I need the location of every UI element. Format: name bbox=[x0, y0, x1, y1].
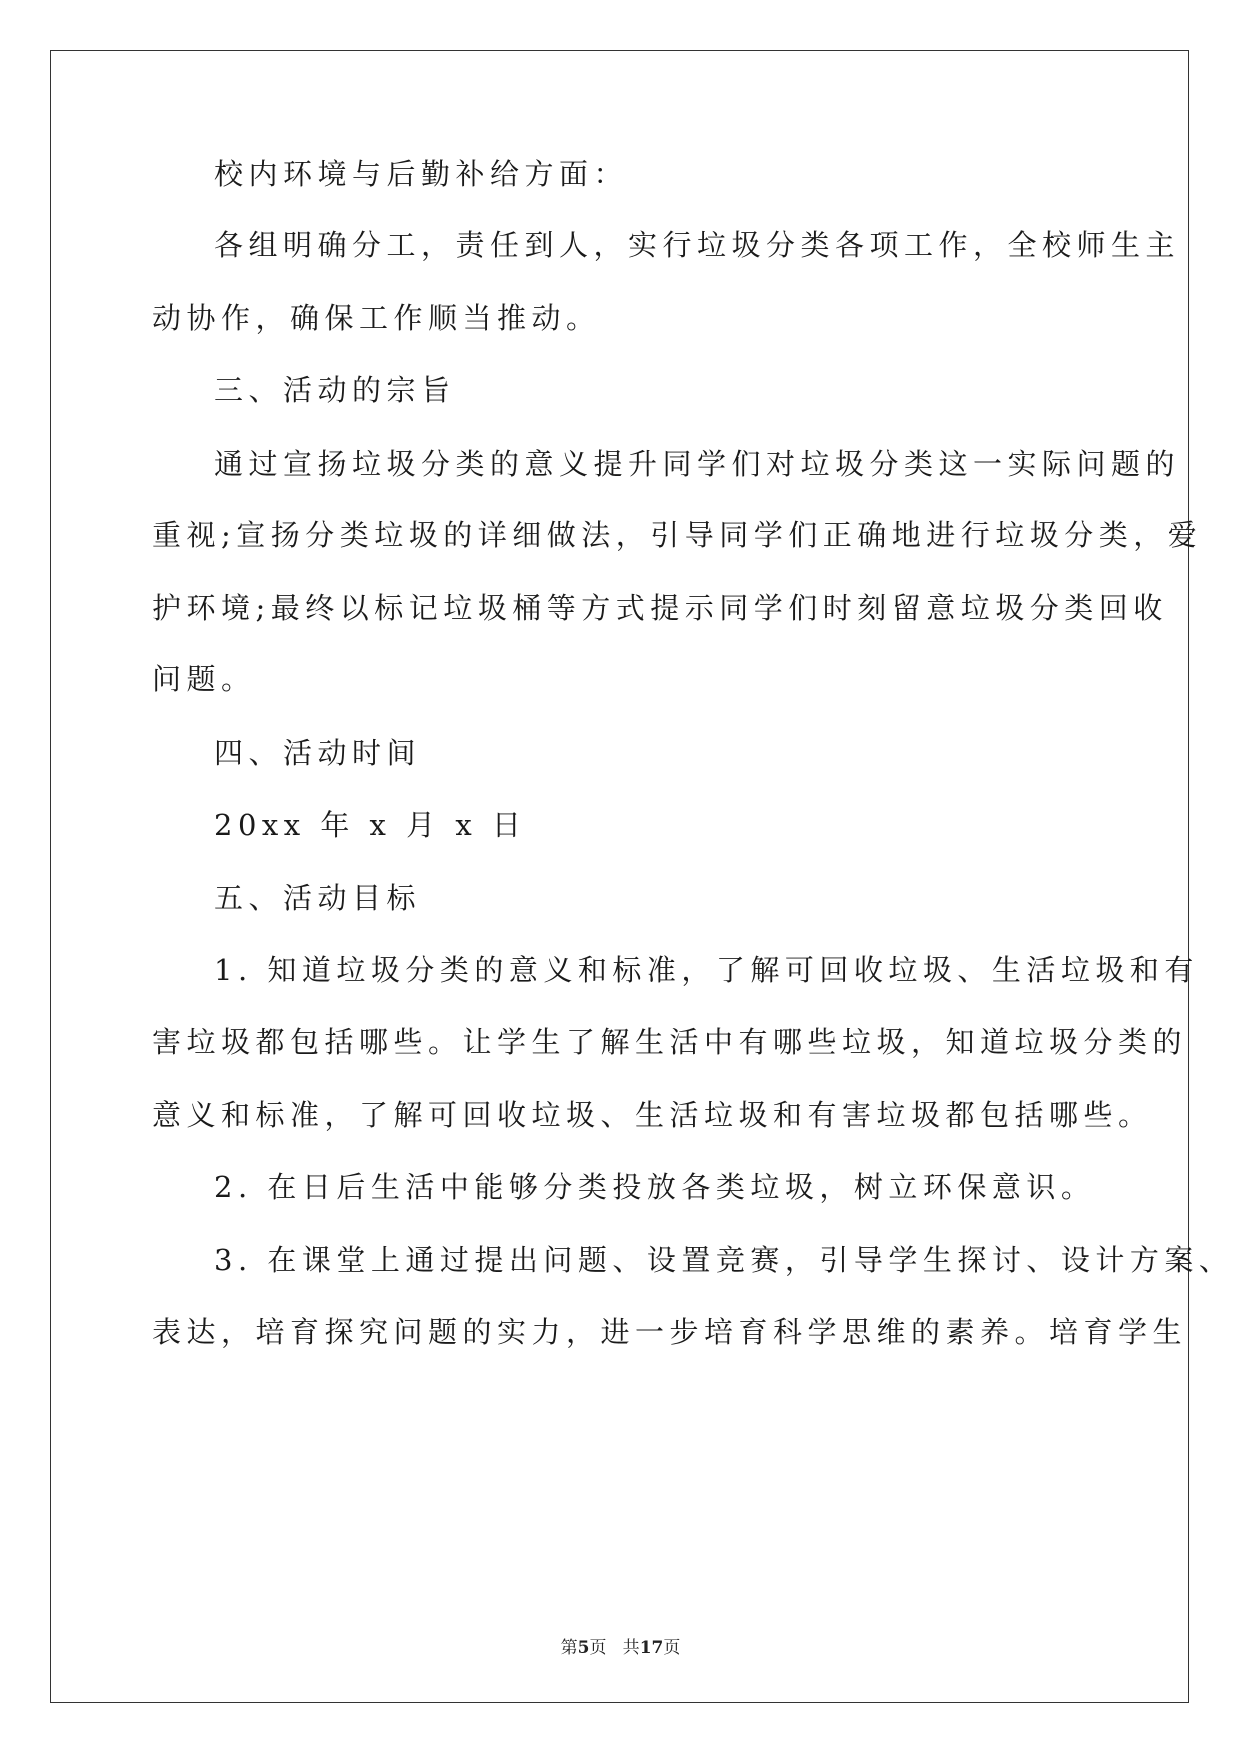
text-line: 各组明确分工，责任到人，实行垃圾分类各项工作，全校师生主 bbox=[214, 228, 1181, 262]
text-line: 3. 在课堂上通过提出问题、设置竞赛，引导学生探讨、设计方案、 bbox=[214, 1243, 1234, 1277]
text-line: 1. 知道垃圾分类的意义和标准，了解可回收垃圾、生活垃圾和有 bbox=[214, 953, 1199, 987]
footer-prefix: 第 bbox=[560, 1638, 578, 1658]
page-number: 5 bbox=[577, 1638, 590, 1658]
total-pages: 17 bbox=[639, 1638, 664, 1658]
text-line: 意义和标准，了解可回收垃圾、生活垃圾和有害垃圾都包括哪些。 bbox=[152, 1098, 1153, 1132]
page-border bbox=[50, 50, 1189, 1703]
footer-mid: 页 共 bbox=[589, 1638, 640, 1658]
text-line: 重视;宣扬分类垃圾的详细做法，引导同学们正确地进行垃圾分类，爱 bbox=[152, 518, 1203, 552]
text-line: 20xx 年 x 月 x 日 bbox=[214, 808, 527, 842]
section-heading: 五、活动目标 bbox=[214, 881, 422, 915]
text-line: 动协作，确保工作顺当推动。 bbox=[152, 301, 601, 335]
text-line: 问题。 bbox=[152, 662, 256, 696]
text-line: 2. 在日后生活中能够分类投放各类垃圾，树立环保意识。 bbox=[214, 1170, 1096, 1204]
text-line: 校内环境与后勤补给方面： bbox=[214, 157, 629, 191]
section-heading: 三、活动的宗旨 bbox=[214, 373, 456, 407]
section-heading: 四、活动时间 bbox=[214, 736, 422, 770]
text-line: 护环境;最终以标记垃圾桶等方式提示同学们时刻留意垃圾分类回收 bbox=[152, 591, 1168, 625]
text-line: 害垃圾都包括哪些。让学生了解生活中有哪些垃圾，知道垃圾分类的 bbox=[152, 1025, 1188, 1059]
text-line: 通过宣扬垃圾分类的意义提升同学们对垃圾分类这一实际问题的 bbox=[214, 447, 1181, 481]
page-footer bbox=[0, 1633, 1241, 1658]
text-line: 表达，培育探究问题的实力，进一步培育科学思维的素养。培育学生 bbox=[152, 1315, 1188, 1349]
footer-suffix: 页 bbox=[663, 1638, 681, 1658]
